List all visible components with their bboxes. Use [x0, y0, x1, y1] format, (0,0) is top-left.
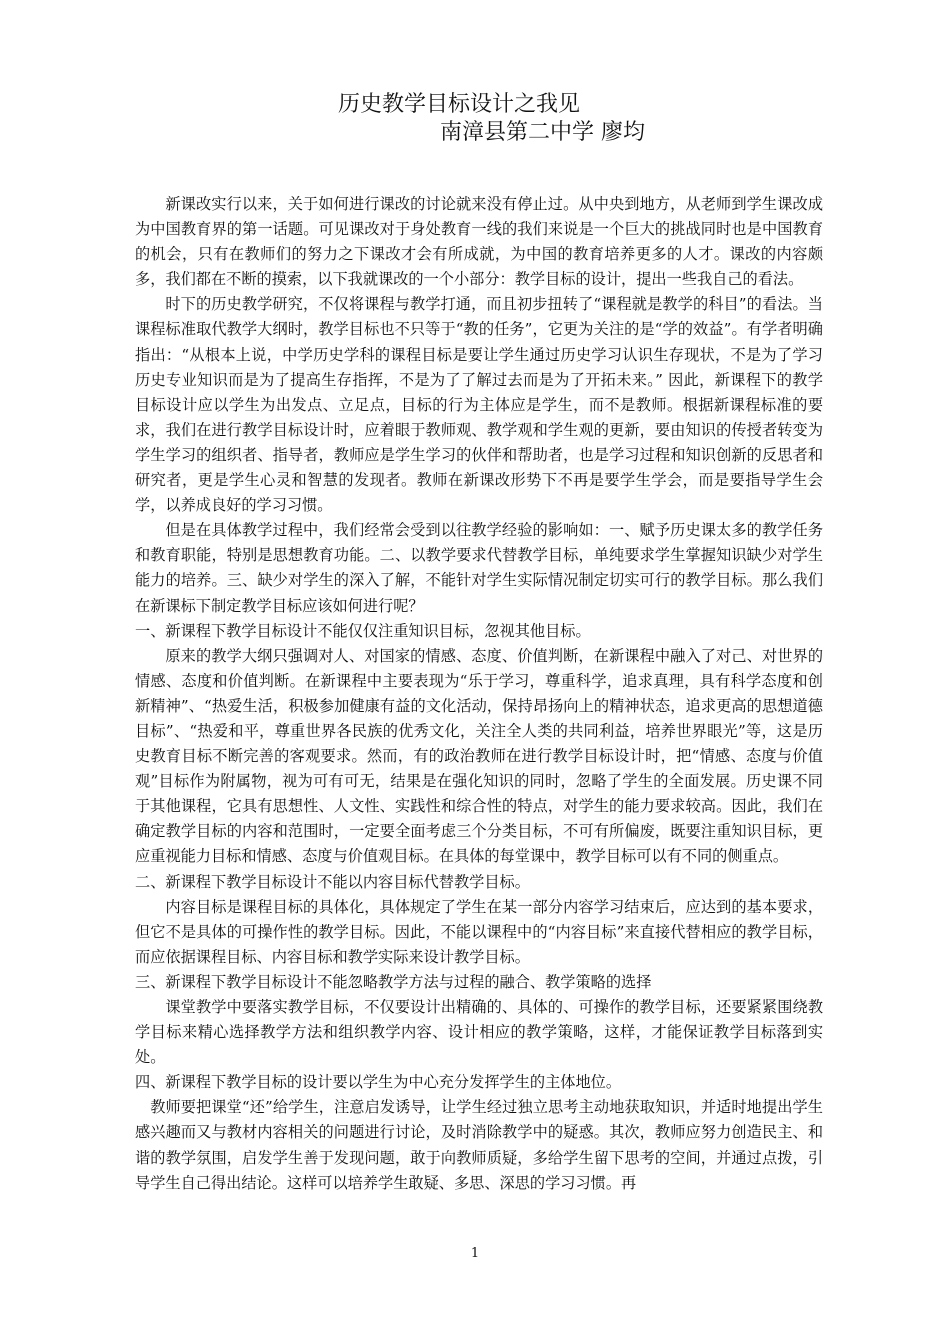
- paragraph-intro: 新课改实行以来，关于如何进行课改的讨论就来没有停止过。从中央到地方，从老师到学生课改成为中国教育界的第一话题。可见课改对于身处教育一线的我们来说是一个巨大的挑战同时也是中国教育的机会，只有在教师们的努力之下课改才会有所成就，为中国的教育培养更多的人才。课改的内容颇多，我们都在不断的摸索，以下我就课改的一个小部分：教学目标的设计，提出一些我自己的看法。: [135, 195, 823, 289]
- paragraph-section-1: 原来的教学大纲只强调对人、对国家的情感、态度、价值判断，在新课程中融入了对己、对世界的情感、态度和价值判断。在新课程中主要表现为“乐于学习，尊重科学，追求真理，具有科学态度和创新精神”、“热爱生活，积极参加健康有益的文化活动，保持昂扬向上的精神状态，追求更高的思想道德目标”、“热爱和平，尊重世界各民族的优秀文化，关注全人类的共同利益，培养世界眼光”等，这是历史教育目标不断完善的客观要求。然而，有的政治教师在进行教学目标设计时，把“情感、态度与价值观”目标作为附属物，视为可有可无，结果是在强化知识的同时，忽略了学生的全面发展。历史课不同于其他课程，它具有思想性、人文性、实践性和综合性的特点，对学生的能力要求较高。因此，我们在确定教学目标的内容和范围时，一定要全面考虑三个分类目标，不可有所偏废，既要注重知识目标，更应重视能力目标和情感、态度与价值观目标。在具体的每堂课中，教学目标可以有不同的侧重点。: [135, 646, 823, 866]
- paragraph-research: 时下的历史教学研究，不仅将课程与教学打通，而且初步扭转了“课程就是教学的科目”的看法。当课程标准取代教学大纲时，教学目标也不只等于“教的任务”，它更为关注的是“学的效益”。有学者明确指出：“从根本上说，中学历史学科的课程目标是要让学生通过历史学习认识生存现状，不是为了学习历史专业知识而是为了提高生存指挥，不是为了了解过去而是为了开拓未来。” 因此，新课程下的教学目标设计应以学生为出发点、立足点，目标的行为主体应是学生，而不是教师。根据新课程标准的要求，我们在进行教学目标设计时，应着眼于教师观、教学观和学生观的更新，要由知识的传授者转变为学生学习的组织者、指导者，教师应是学生学习的伙伴和帮助者，也是学习过程和知识创新的反思者和研究者，更是学生心灵和智慧的发现者。教师在新课改形势下不再是要学生学会，而是要指导学生会学，以养成良好的学习习惯。: [135, 295, 823, 515]
- paragraph-section-4: 教师要把课堂“还”给学生，注意启发诱导，让学生经过独立思考主动地获取知识，并适时地提出学生感兴趣而又与教材内容相关的问题进行讨论，及时消除教学中的疑惑。其次，教师应努力创造民主、和谐的教学氛围，启发学生善于发现问题，敢于向教师质疑，多给学生留下思考的空间，并通过点拨，引导学生自己得出结论。这样可以培养学生敢疑、多思、深思的学习习惯。再: [135, 1098, 823, 1192]
- document-title: 历史教学目标设计之我见: [338, 92, 581, 117]
- section-heading-4: 四、新课程下教学目标的设计要以学生为中心充分发挥学生的主体地位。: [135, 1073, 621, 1092]
- section-heading-2: 二、新课程下教学目标设计不能以内容目标代替教学目标。: [135, 872, 530, 891]
- section-heading-1: 一、新课程下教学目标设计不能仅仅注重知识目标，忽视其他目标。: [135, 621, 591, 640]
- document-body: [135, 192, 823, 1196]
- paragraph-section-3: 课堂教学中要落实教学目标，不仅要设计出精确的、具体的、可操作的教学目标，还要紧紧围绕教学目标来精心选择教学方法和组织教学内容、设计相应的教学策略，这样，才能保证教学目标落到实处。: [135, 998, 823, 1067]
- section-heading-3: 三、新课程下教学目标设计不能忽略教学方法与过程的融合、教学策略的选择: [135, 972, 652, 991]
- author-line: 南漳县第二中学 廖均: [440, 120, 645, 145]
- paragraph-problems: 但是在具体教学过程中，我们经常会受到以往教学经验的影响如：一、赋予历史课太多的教学任务和教育职能，特别是思想教育功能。二、以教学要求代替教学目标，单纯要求学生掌握知识缺少对学生能力的培养。三、缺少对学生的深入了解，不能针对学生实际情况制定切实可行的教学目标。那么我们在新课标下制定教学目标应该如何进行呢？: [135, 521, 823, 615]
- page-number: 1: [470, 1246, 480, 1261]
- paragraph-section-2: 内容目标是课程目标的具体化，具体规定了学生在某一部分内容学习结束后，应达到的基本要求，但它不是具体的可操作性的教学目标。因此，不能以课程中的“内容目标”来直接代替相应的教学目标，而应依据课程目标、内容目标和教学实际来设计教学目标。: [135, 897, 823, 966]
